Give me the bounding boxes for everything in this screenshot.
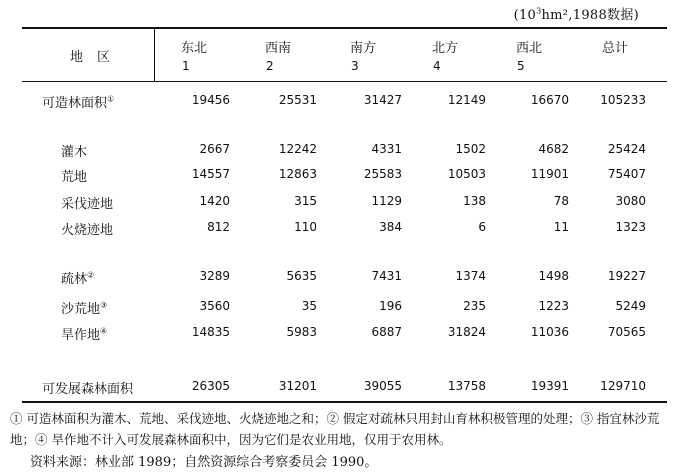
footnote-marker: ②: [87, 270, 95, 280]
header-column-separator: [154, 29, 155, 81]
row-label-text: 旱作地: [61, 328, 101, 343]
table-cell: 39055: [363, 379, 402, 393]
table-cell: 14557: [191, 167, 230, 181]
table-cell: 5635: [286, 269, 317, 283]
table-cell: 16670: [530, 93, 569, 107]
column-header-name: 西北: [516, 41, 543, 56]
table-cell: 70565: [607, 325, 646, 339]
row-label: [61, 193, 113, 212]
table-cell: 3080: [615, 194, 646, 208]
table-cell: 12242: [278, 142, 317, 156]
table-cell: 196: [379, 299, 402, 313]
table-cell: 1374: [455, 269, 486, 283]
table-cell: 19227: [607, 269, 646, 283]
table-cell: 25424: [607, 142, 646, 156]
table-cell: 26305: [191, 379, 230, 393]
row-label-text: 可发展森林面积: [42, 382, 134, 397]
row-label-text: 采伐迹地: [61, 197, 114, 212]
column-header-name: 东北: [181, 41, 208, 56]
table-cell: 25583: [363, 167, 402, 181]
table-cell: 4331: [371, 142, 402, 156]
table-cell: 5983: [286, 325, 317, 339]
column-header-number: 5: [517, 59, 525, 73]
column-header-name: 西南: [265, 41, 292, 56]
table-cell: 1502: [455, 142, 486, 156]
table-cell: 129710: [600, 379, 646, 393]
table-cell: 1498: [538, 269, 569, 283]
row-label: [61, 324, 107, 343]
row-label-text: 火烧迹地: [61, 223, 114, 238]
region-header: 地区: [70, 50, 125, 65]
row-label-text: 沙荒地: [61, 302, 101, 317]
table-top-rule: [22, 27, 667, 29]
row-label-text: 灌木: [61, 145, 88, 160]
table-cell: 138: [463, 194, 486, 208]
row-label: [61, 268, 94, 287]
table-cell: 35: [301, 299, 317, 313]
table-cell: 19456: [191, 93, 230, 107]
source-note: 资料来源：林业部 1989；自然资源综合考察委员会 1990。: [30, 455, 378, 470]
footnote-marker: ③: [100, 300, 108, 310]
row-label: [42, 378, 133, 397]
header-bottom-rule: [22, 81, 667, 82]
table-cell: 3289: [199, 269, 230, 283]
table-cell: 7431: [371, 269, 402, 283]
table-cell: 75407: [607, 167, 646, 181]
table-cell: 6887: [371, 325, 402, 339]
table-cell: 315: [294, 194, 317, 208]
row-label: [61, 166, 87, 185]
column-header-number: 4: [433, 59, 441, 73]
table-cell: 1129: [371, 194, 402, 208]
table-cell: 3560: [199, 299, 230, 313]
row-label: [61, 219, 113, 238]
row-label-text: 荒地: [61, 170, 88, 185]
table-cell: 812: [207, 220, 230, 234]
table-bottom-rule: [22, 401, 667, 403]
table-cell: 14835: [191, 325, 230, 339]
footnote-marker: ①: [107, 94, 115, 104]
table-cell: 31427: [363, 93, 402, 107]
row-label: [61, 298, 107, 317]
table-cell: 12149: [447, 93, 486, 107]
column-header-name: 北方: [432, 41, 459, 56]
table-cell: 11901: [530, 167, 569, 181]
row-label: [61, 141, 87, 160]
table-cell: 1323: [615, 220, 646, 234]
table-cell: 110: [294, 220, 317, 234]
column-header-number: 3: [351, 59, 359, 73]
footnote: ① 可造林面积为灌木、荒地、采伐迹地、火烧迹地之和；② 假定对疏林只用封山育林积极管理的处理；③ 指宜林沙荒地；④ 旱作地不计入可发展森林面积中，因为它们是农业用地，仅用于农用林。: [10, 411, 660, 447]
table-cell: 1420: [199, 194, 230, 208]
table-cell: 31201: [278, 379, 317, 393]
footnote-marker: ④: [100, 326, 108, 336]
row-label-text: 疏林: [61, 272, 88, 287]
table-cell: 4682: [538, 142, 569, 156]
table-cell: 31824: [447, 325, 486, 339]
column-header-number: 1: [182, 59, 190, 73]
table-cell: 1223: [538, 299, 569, 313]
table-cell: 2667: [199, 142, 230, 156]
table-cell: 11: [553, 220, 569, 234]
row-label: [42, 92, 114, 111]
table-cell: 25531: [278, 93, 317, 107]
table-cell: 384: [379, 220, 402, 234]
column-header-number: 2: [266, 59, 274, 73]
row-label-text: 可造林面积: [42, 96, 108, 111]
table-cell: 235: [463, 299, 486, 313]
table-cell: 78: [553, 194, 569, 208]
table-cell: 11036: [530, 325, 569, 339]
column-header-name: 南方: [350, 41, 377, 56]
table-cell: 5249: [615, 299, 646, 313]
column-header-name: 总计: [602, 41, 629, 56]
table-cell: 6: [478, 220, 486, 234]
table-cell: 105233: [600, 93, 646, 107]
table-cell: 19391: [530, 379, 569, 393]
table-cell: 10503: [447, 167, 486, 181]
table-cell: 12863: [278, 167, 317, 181]
table-cell: 13758: [447, 379, 486, 393]
unit-note: ($10^3hm^2,1988$数据): [513, 6, 639, 23]
